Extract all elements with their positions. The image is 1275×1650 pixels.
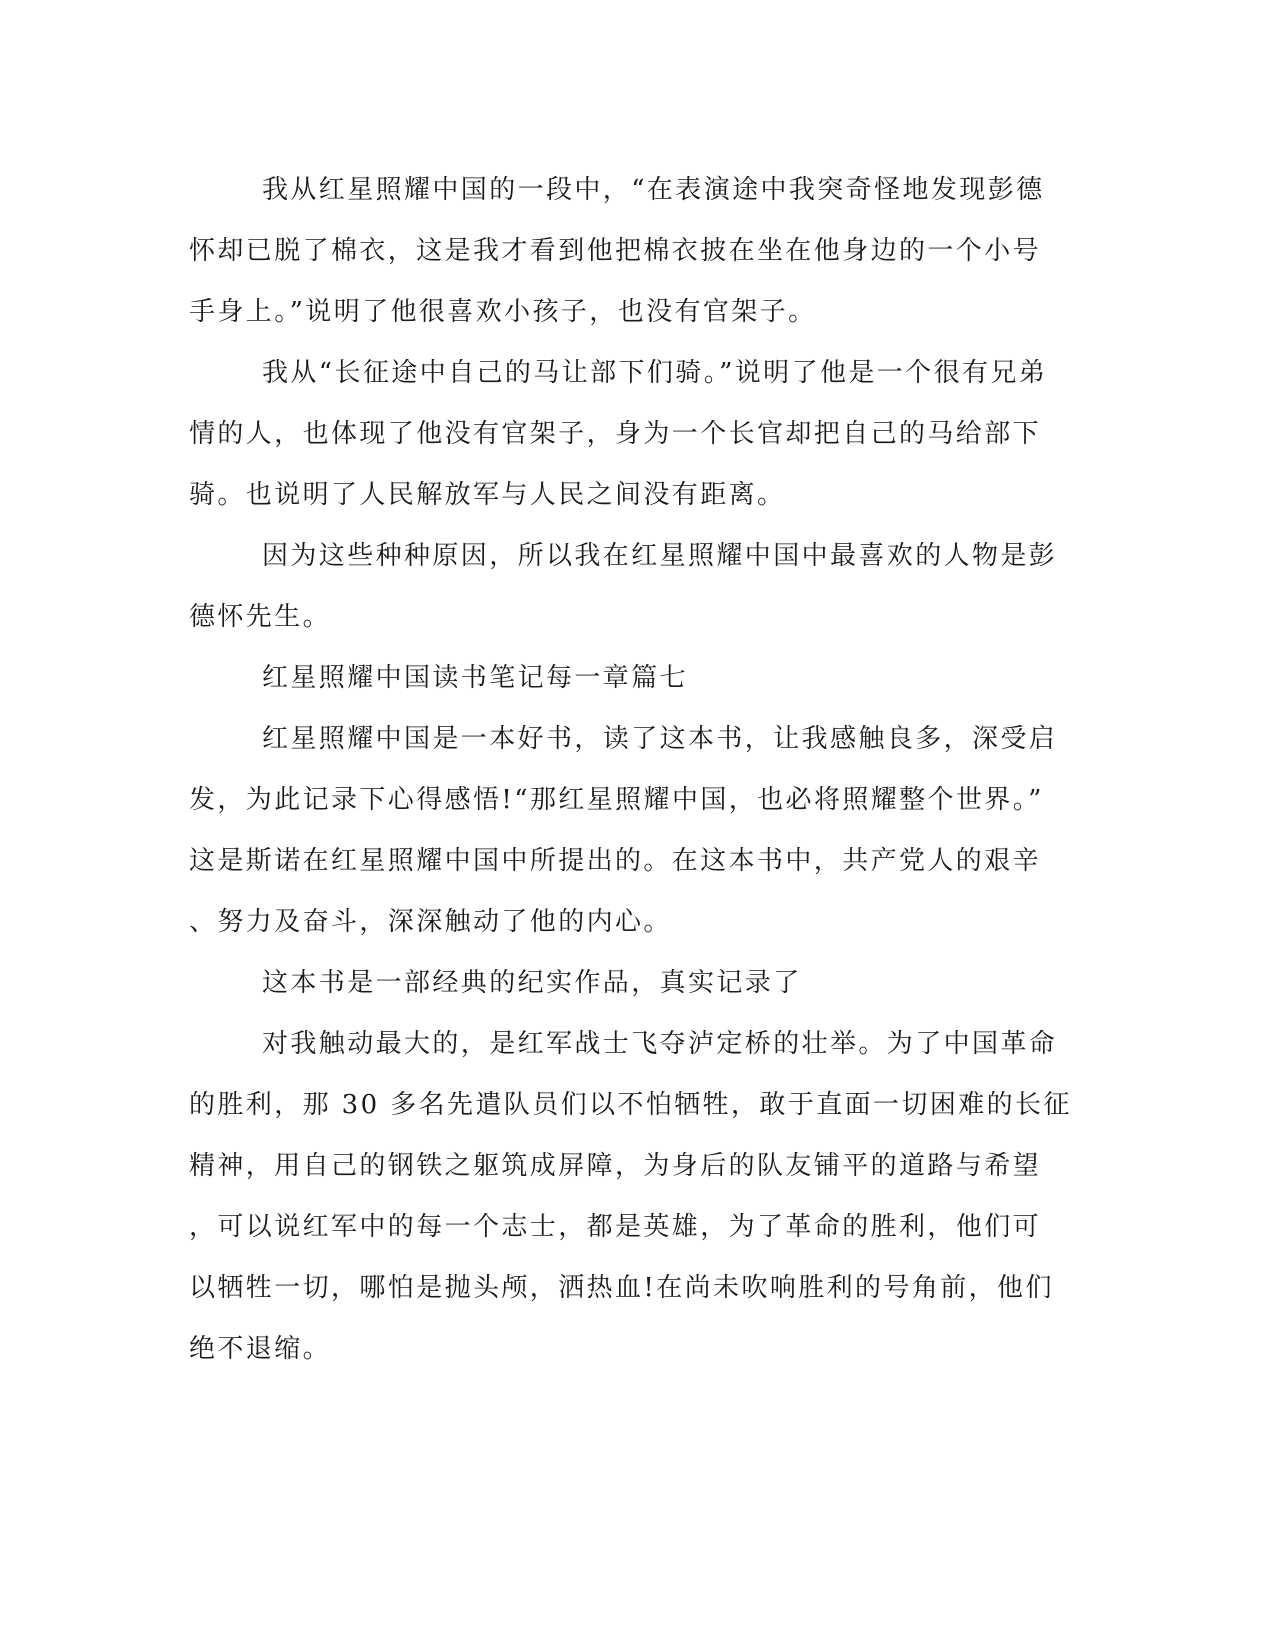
paragraph-line: 手身上。”说明了他很喜欢小孩子，也没有官架子。 — [189, 297, 817, 327]
paragraph-line: 我从红星照耀中国的一段中，“在表演途中我突奇怪地发现彭德 — [262, 175, 1045, 205]
paragraph-line: 这是斯诺在红星照耀中国中所提出的。在这本书中，共产党人的艰辛 — [189, 846, 1042, 876]
paragraph — [189, 709, 1069, 953]
paragraph-line: 、努力及奋斗，深深触动了他的内心。 — [189, 907, 672, 937]
paragraph-line: 发，为此记录下心得感悟!“那红星照耀中国，也必将照耀整个世界。” — [189, 785, 1044, 815]
paragraph — [189, 343, 1069, 526]
paragraph-line: ，可以说红军中的每一个志士，都是英雄，为了革命的胜利，他们可 — [189, 1212, 1042, 1242]
section-heading — [189, 648, 1069, 709]
paragraph — [189, 160, 1069, 343]
paragraph-line: 绝不退缩。 — [189, 1334, 332, 1364]
paragraph-line: 精神，用自己的钢铁之躯筑成屏障，为身后的队友铺平的道路与希望 — [189, 1151, 1042, 1181]
paragraph-line: 这本书是一部经典的纪实作品，真实记录了 — [262, 968, 802, 998]
paragraph — [189, 953, 1069, 1014]
paragraph-line: 红星照耀中国是一本好书，读了这本书，让我感触良多，深受启 — [262, 724, 1058, 754]
paragraph-line: 以牺牲一切，哪怕是抛头颅，洒热血!在尚未吹响胜利的号角前，他们 — [189, 1273, 1054, 1303]
paragraph — [189, 526, 1069, 648]
paragraph-line: 的胜利，那 30 多名先遣队员们以不怕牺牲，敢于直面一切困难的长征 — [189, 1090, 1072, 1120]
paragraph-line: 情的人，也体现了他没有官架子，身为一个长官却把自己的马给部下 — [189, 419, 1042, 449]
paragraph-line: 因为这些种种原因，所以我在红星照耀中国中最喜欢的人物是彭 — [262, 541, 1058, 571]
paragraph — [189, 1014, 1072, 1380]
paragraph-line: 我从“长征途中自己的马让部下们骑。”说明了他是一个很有兄弟 — [262, 358, 1048, 388]
section-heading-text: 红星照耀中国读书笔记每一章篇七 — [262, 663, 689, 693]
paragraph-line: 对我触动最大的，是红军战士飞夺泸定桥的壮举。为了中国革命 — [262, 1029, 1058, 1059]
paragraph-line: 德怀先生。 — [189, 602, 332, 632]
body-text — [189, 160, 1072, 1380]
paragraph-line: 怀却已脱了棉衣，这是我才看到他把棉衣披在坐在他身边的一个小号 — [189, 236, 1042, 266]
paragraph-line: 骑。也说明了人民解放军与人民之间没有距离。 — [189, 480, 786, 510]
